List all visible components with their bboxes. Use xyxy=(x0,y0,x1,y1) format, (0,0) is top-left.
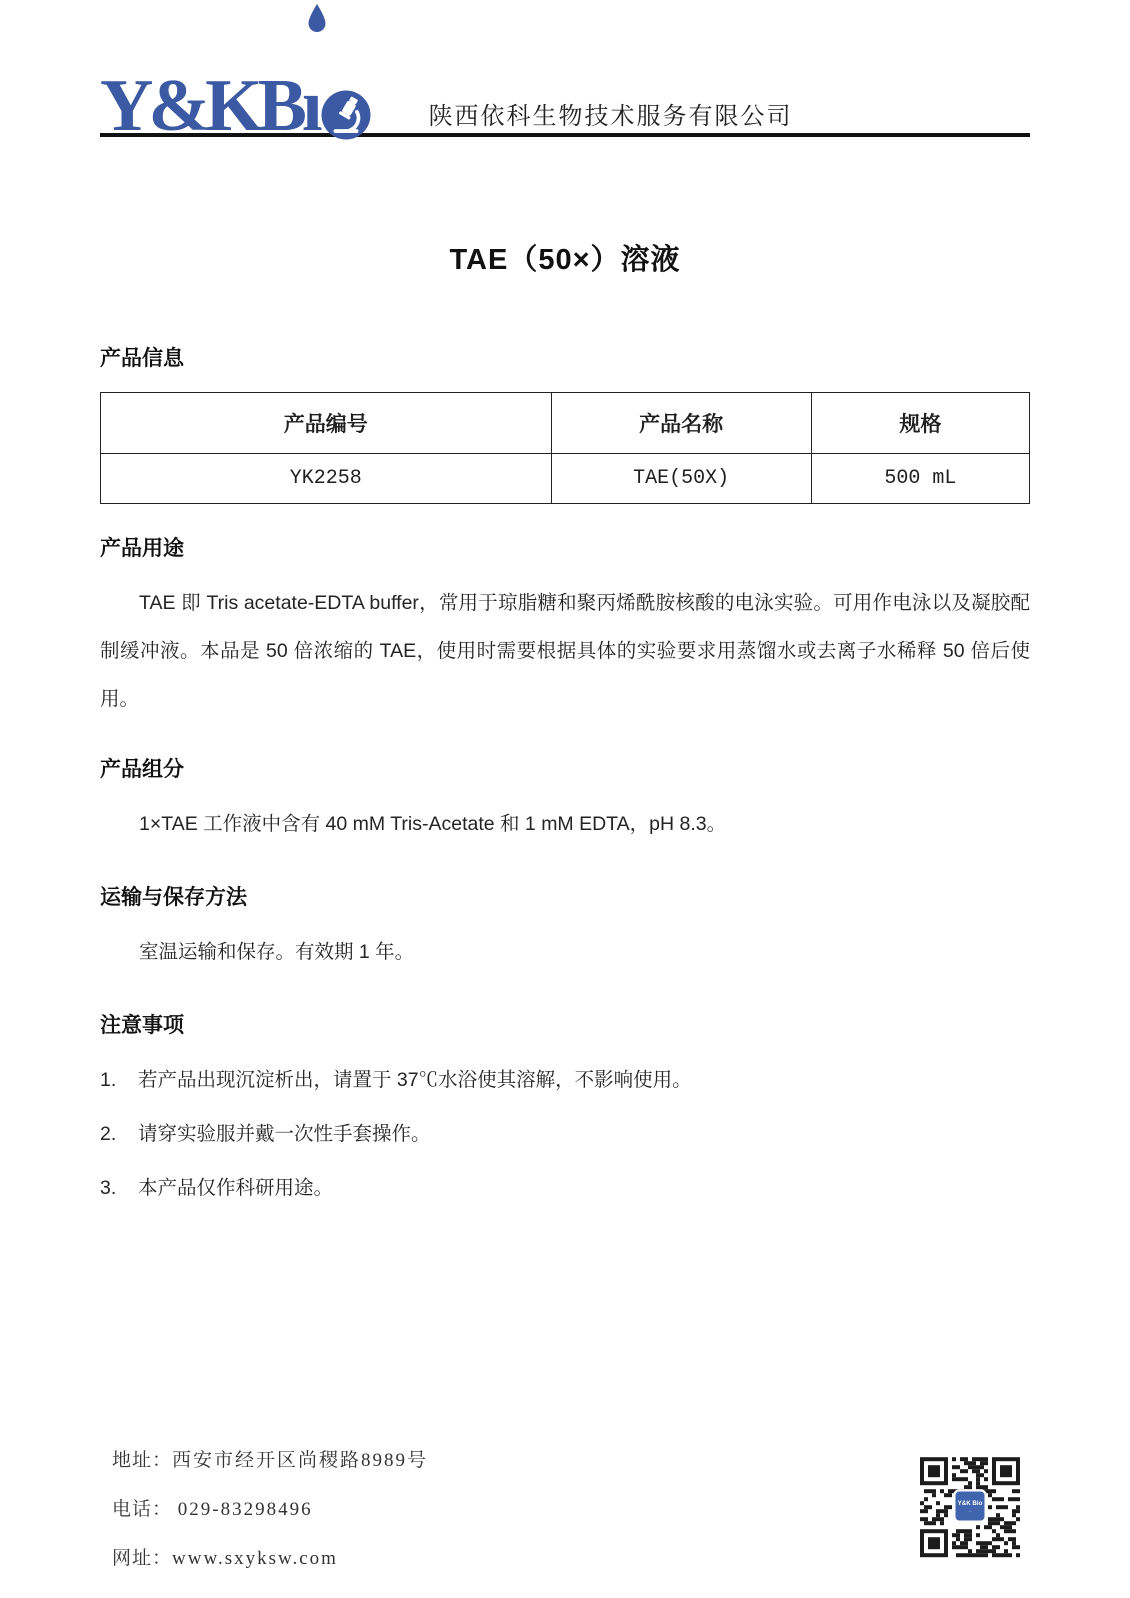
company-logo xyxy=(100,65,371,147)
header xyxy=(100,0,1030,147)
section-heading-usage: 产品用途 xyxy=(100,536,184,560)
logo-letter-i: ı xyxy=(302,65,318,147)
company-name: 陕西依科生物技术服务有限公司 xyxy=(428,103,793,130)
website-value: www.sxyksw.com xyxy=(172,1548,338,1569)
logo-text-prefix: Y&KB xyxy=(100,65,302,147)
cell-product-code: YK2258 xyxy=(101,453,552,503)
note-text: 本产品仅作科研用途。 xyxy=(138,1176,334,1199)
cell-product-name: TAE(50X) xyxy=(551,453,811,503)
address-label: 地址： xyxy=(112,1450,173,1471)
note-number: 3. xyxy=(100,1176,117,1199)
list-item xyxy=(100,1067,1030,1093)
table-header-product-code: 产品编号 xyxy=(101,392,552,453)
table-row xyxy=(101,453,1030,503)
website-label: 网址： xyxy=(112,1548,173,1569)
section-heading-product-info: 产品信息 xyxy=(100,346,184,370)
note-number: 1. xyxy=(100,1068,117,1091)
qr-code xyxy=(920,1454,1020,1560)
footer xyxy=(112,1423,1030,1570)
footer-address xyxy=(112,1445,1030,1472)
logo-wordmark xyxy=(100,65,318,147)
phone-label: 电话： xyxy=(112,1499,173,1520)
components-paragraph: 1×TAE 工作液中含有 40 mM Tris-Acetate 和 1 mM EDTA，pH 8.3。 xyxy=(139,812,727,835)
footer-phone xyxy=(112,1494,1030,1521)
note-text: 请穿实验服并戴一次性手套操作。 xyxy=(138,1122,431,1145)
section-heading-storage: 运输与保存方法 xyxy=(100,885,247,909)
section-heading-notes: 注意事项 xyxy=(100,1013,184,1037)
product-info-table xyxy=(100,392,1030,504)
list-item xyxy=(100,1175,1030,1201)
note-number: 2. xyxy=(100,1122,117,1145)
qr-center-logo-text: Y&K Bio xyxy=(957,1499,983,1507)
address-value: 西安市经开区尚稷路8989号 xyxy=(172,1450,429,1471)
notes-list xyxy=(100,1067,1030,1201)
footer-website xyxy=(112,1543,1030,1570)
list-item xyxy=(100,1121,1030,1147)
cell-spec: 500 mL xyxy=(811,453,1029,503)
page-title: TAE（50×）溶液 xyxy=(449,243,681,276)
storage-paragraph: 室温运输和保存。有效期 1 年。 xyxy=(139,940,415,963)
microscope-icon xyxy=(321,90,371,140)
note-text: 若产品出现沉淀析出，请置于 37℃水浴使其溶解，不影响使用。 xyxy=(138,1068,692,1091)
usage-paragraph: TAE 即 Tris acetate-EDTA buffer，常用于琼脂糖和聚丙烯酰胺核酸的电泳实验。可用作电泳以及凝胶配制缓冲液。本品是 50 倍浓缩的 TAE，使用时需要根据具体的实验要求用蒸馏水或去离子水稀释 50 倍后使用。 xyxy=(100,591,1030,710)
phone-value: 029-83298496 xyxy=(177,1499,313,1520)
droplet-icon xyxy=(306,4,328,34)
section-heading-components: 产品组分 xyxy=(100,757,184,781)
qr-center-logo-subtext xyxy=(968,1509,973,1513)
table-header-spec: 规格 xyxy=(811,392,1029,453)
table-header-row xyxy=(101,392,1030,453)
table-header-product-name: 产品名称 xyxy=(551,392,811,453)
